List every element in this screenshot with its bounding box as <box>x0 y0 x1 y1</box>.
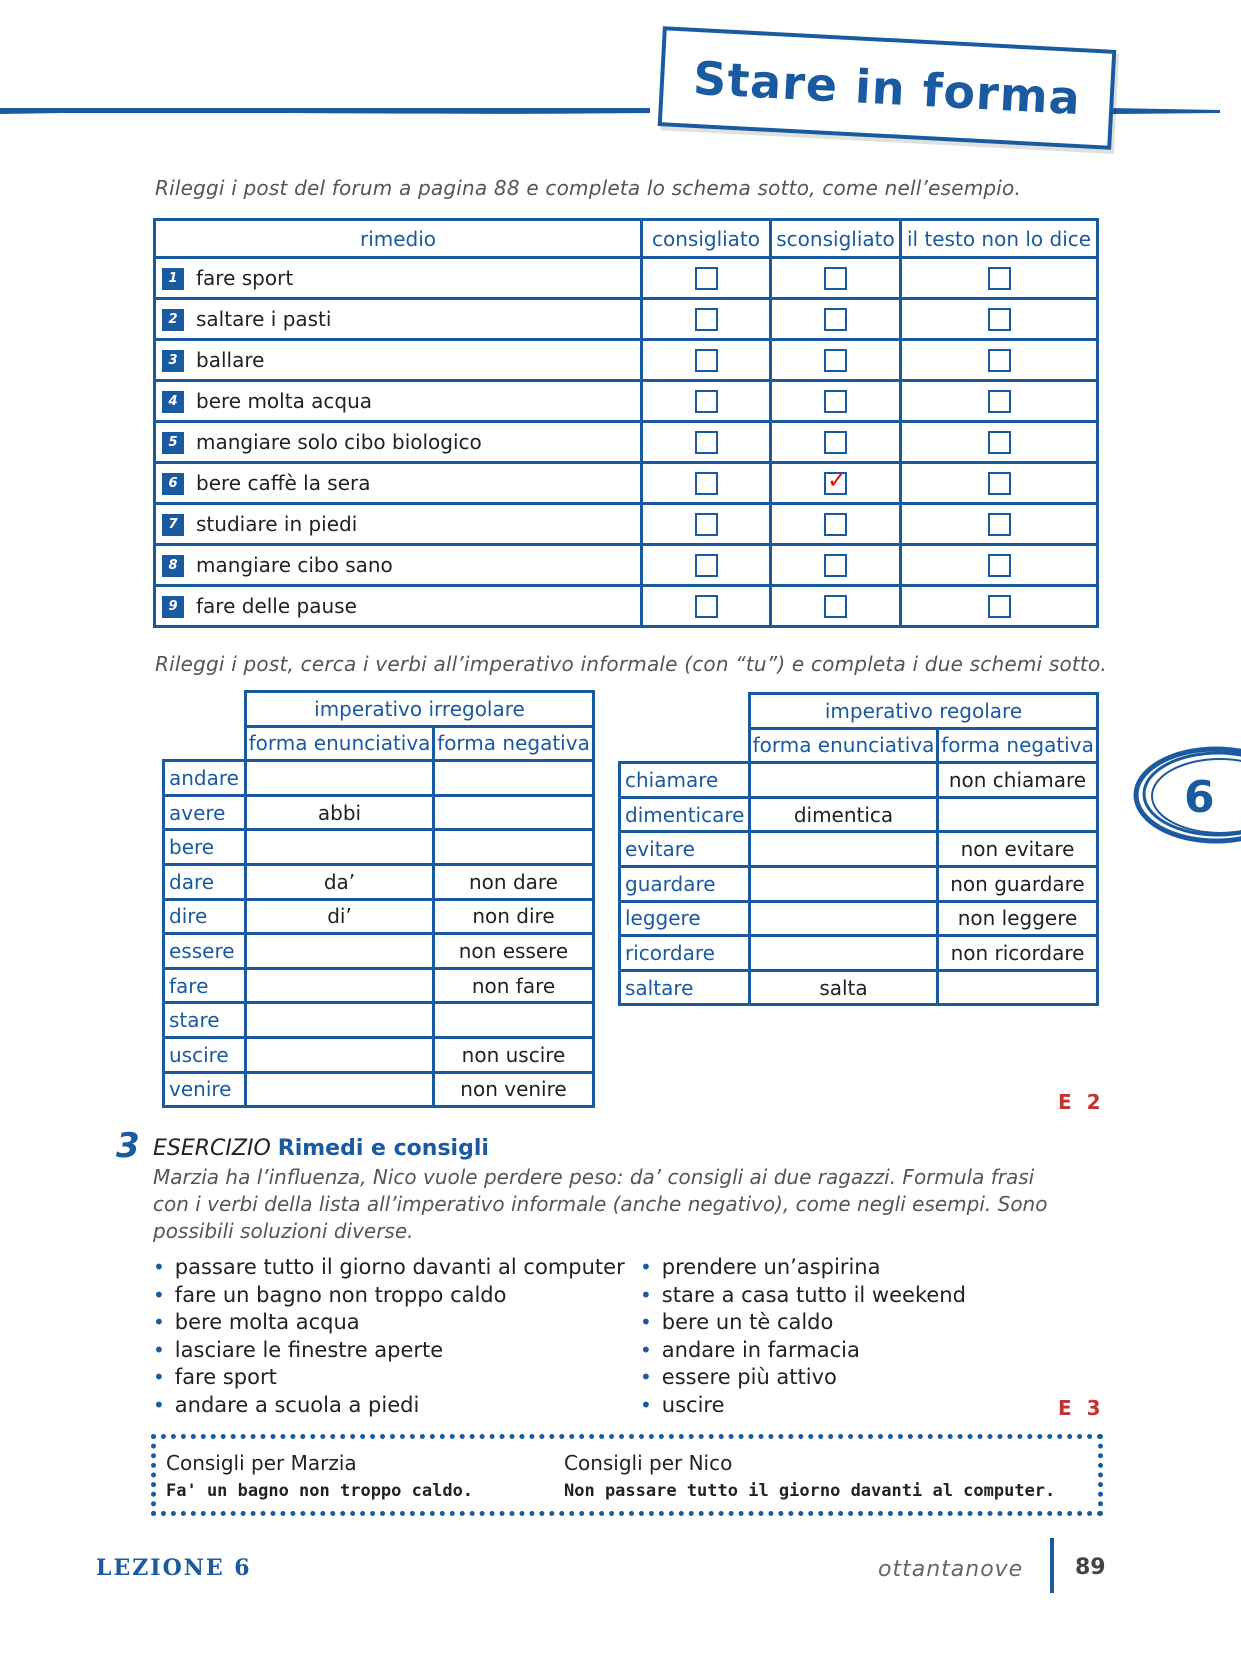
list-item <box>153 1309 625 1337</box>
list-item-text: uscire <box>661 1392 725 1417</box>
checkbox-non-lo-dice[interactable] <box>988 390 1011 413</box>
forma-enunciativa-cell[interactable] <box>750 936 938 971</box>
checkbox-sconsigliato[interactable] <box>824 267 847 290</box>
forma-enunciativa-cell[interactable] <box>246 830 434 865</box>
verb-list-left <box>153 1254 625 1419</box>
verb-row <box>164 899 594 934</box>
verb-row <box>164 830 594 865</box>
item-number-badge: 4 <box>162 391 184 413</box>
checkbox-non-lo-dice[interactable] <box>988 349 1011 372</box>
instruction-1: Rileggi i post del forum a pagina 88 e completa lo schema sotto, come nell’esempio. <box>155 176 1022 200</box>
remedy-label: fare delle pause <box>196 593 357 618</box>
item-number-badge: 3 <box>162 350 184 372</box>
verb-row <box>164 1003 594 1038</box>
checkbox-consigliato[interactable] <box>695 308 718 331</box>
checkbox-non-lo-dice[interactable] <box>988 267 1011 290</box>
forma-enunciativa-cell[interactable]: salta <box>750 970 938 1005</box>
checkbox-consigliato[interactable] <box>695 349 718 372</box>
verb-infinitive: dare <box>164 864 246 899</box>
forma-negativa-cell[interactable] <box>938 797 1098 832</box>
col-non-lo-dice: il testo non lo dice <box>901 220 1098 258</box>
verb-infinitive: saltare <box>620 970 750 1005</box>
forma-negativa-cell[interactable]: non ricordare <box>938 936 1098 971</box>
list-item <box>640 1309 966 1337</box>
checkbox-consigliato[interactable] <box>695 472 718 495</box>
forma-negativa-cell[interactable]: non dire <box>434 899 594 934</box>
remedy-label-cell <box>155 340 642 381</box>
checkbox-cell-non-lo-dice <box>901 340 1098 381</box>
checkbox-consigliato[interactable] <box>695 431 718 454</box>
remedy-row <box>155 422 1098 463</box>
forma-negativa-cell[interactable]: non essere <box>434 934 594 969</box>
remedy-label: bere molta acqua <box>196 388 373 413</box>
checkbox-cell-sconsigliato <box>771 258 901 299</box>
blank-cell <box>164 726 246 761</box>
col-sconsigliato: sconsigliato <box>771 220 901 258</box>
list-item <box>153 1282 625 1310</box>
verb-infinitive: venire <box>164 1072 246 1107</box>
remedy-table <box>153 218 1099 628</box>
forma-enunciativa-cell[interactable] <box>246 1072 434 1107</box>
remedy-label-cell <box>155 422 642 463</box>
checkbox-cell-consigliato <box>642 258 771 299</box>
checkbox-consigliato[interactable] <box>695 595 718 618</box>
checkbox-sconsigliato[interactable] <box>824 308 847 331</box>
checkbox-consigliato[interactable] <box>695 390 718 413</box>
verb-infinitive: uscire <box>164 1037 246 1072</box>
regular-imperative-table <box>618 692 1099 1006</box>
verb-list-right <box>640 1254 966 1419</box>
checkbox-cell-non-lo-dice <box>901 299 1098 340</box>
verb-row <box>620 763 1098 798</box>
remedy-row <box>155 299 1098 340</box>
list-item <box>640 1282 966 1310</box>
checkbox-cell-sconsigliato <box>771 586 901 627</box>
footer-divider <box>1050 1538 1054 1593</box>
checkbox-cell-non-lo-dice <box>901 258 1098 299</box>
checkbox-non-lo-dice[interactable] <box>988 595 1011 618</box>
checkbox-cell-consigliato <box>642 299 771 340</box>
checkbox-sconsigliato[interactable] <box>824 554 847 577</box>
list-item-text: andare in farmacia <box>661 1337 860 1362</box>
exercise-ref-e3: E 3 <box>1058 1396 1105 1420</box>
checkbox-sconsigliato[interactable] <box>824 465 848 495</box>
remedy-row <box>155 463 1098 504</box>
forma-negativa-cell[interactable]: non evitare <box>938 832 1098 867</box>
checkbox-non-lo-dice[interactable] <box>988 513 1011 536</box>
chapter-badge <box>1128 742 1241 848</box>
verb-infinitive: stare <box>164 1003 246 1038</box>
blank-cell <box>620 694 750 729</box>
list-item-text: bere un tè caldo <box>661 1310 834 1334</box>
checkbox-cell-consigliato <box>642 545 771 586</box>
item-number-badge: 6 <box>162 473 184 495</box>
checkbox-cell-non-lo-dice <box>901 504 1098 545</box>
checkbox-cell-sconsigliato <box>771 504 901 545</box>
forma-negativa-cell[interactable]: non uscire <box>434 1037 594 1072</box>
verb-infinitive: evitare <box>620 832 750 867</box>
forma-negativa-cell[interactable]: non fare <box>434 968 594 1003</box>
checkbox-cell-sconsigliato <box>771 463 901 504</box>
regular-title: imperativo regolare <box>750 694 1098 729</box>
remedy-row <box>155 381 1098 422</box>
checkbox-cell-sconsigliato <box>771 422 901 463</box>
forma-negativa-cell[interactable]: non dare <box>434 864 594 899</box>
verb-infinitive: bere <box>164 830 246 865</box>
marzia-column <box>166 1451 473 1501</box>
list-item-text: bere molta acqua <box>174 1310 360 1334</box>
verb-row <box>164 761 594 796</box>
nico-title: Consigli per Nico <box>564 1451 733 1475</box>
verb-row <box>164 864 594 899</box>
list-item-text: fare sport <box>174 1365 277 1389</box>
nico-example: Non passare tutto il giorno davanti al computer. <box>564 1481 1056 1501</box>
checkbox-non-lo-dice[interactable] <box>988 554 1011 577</box>
blank-cell <box>620 728 750 763</box>
forma-enunciativa-cell[interactable]: di’ <box>246 899 434 934</box>
list-item-text: fare un bagno non troppo caldo <box>174 1282 507 1307</box>
irregular-col1: forma enunciativa <box>246 726 434 761</box>
verb-row <box>164 934 594 969</box>
checkbox-consigliato[interactable] <box>695 267 718 290</box>
checkbox-consigliato[interactable] <box>695 554 718 577</box>
nico-column <box>564 1451 1055 1501</box>
forma-negativa-cell[interactable]: non chiamare <box>938 763 1098 798</box>
chapter-number: 6 <box>1184 772 1215 823</box>
verb-infinitive: avere <box>164 795 246 830</box>
checkbox-consigliato[interactable] <box>695 513 718 536</box>
remedy-label-cell <box>155 299 642 340</box>
forma-enunciativa-cell[interactable] <box>750 763 938 798</box>
checkbox-cell-consigliato <box>642 586 771 627</box>
item-number-badge: 2 <box>162 309 184 331</box>
checkbox-cell-non-lo-dice <box>901 422 1098 463</box>
checkbox-cell-consigliato <box>642 504 771 545</box>
forma-negativa-cell[interactable]: non guardare <box>938 866 1098 901</box>
verb-infinitive: essere <box>164 934 246 969</box>
verb-row <box>620 901 1098 936</box>
checkbox-cell-non-lo-dice <box>901 381 1098 422</box>
forma-enunciativa-cell[interactable] <box>750 866 938 901</box>
list-item-text: stare a casa tutto il weekend <box>661 1282 966 1307</box>
instruction-2: Rileggi i post, cerca i verbi all’imperativo informale (con “tu”) e completa i due schemi sotto. <box>155 652 1107 676</box>
remedy-label: ballare <box>196 347 265 372</box>
regular-col2: forma negativa <box>938 728 1098 763</box>
remedy-label-cell <box>155 258 642 299</box>
list-item-text: prendere un’aspirina <box>661 1255 881 1279</box>
forma-enunciativa-cell[interactable] <box>246 1003 434 1038</box>
remedy-row <box>155 545 1098 586</box>
list-item-text: lasciare le finestre aperte <box>174 1337 444 1362</box>
lesson-label: LEZIONE 6 <box>96 1555 252 1581</box>
page-title: Stare in forma <box>691 50 1083 126</box>
remedy-label: studiare in piedi <box>196 511 358 536</box>
checkbox-cell-consigliato <box>642 422 771 463</box>
page-title-tag <box>658 26 1117 150</box>
remedy-row <box>155 340 1098 381</box>
irregular-imperative-table <box>162 690 595 1108</box>
blank-cell <box>164 692 246 727</box>
exercise-instructions: Marzia ha l’influenza, Nico vuole perdere peso: da’ consigli ai due ragazzi. Formula frasi con i verbi della lista all’imperativo informale (anche negativo), come negli esempi. Sono possibili soluzioni diverse. <box>153 1165 1048 1243</box>
verb-row <box>164 968 594 1003</box>
forma-negativa-cell[interactable] <box>434 1003 594 1038</box>
checkbox-cell-consigliato <box>642 463 771 504</box>
forma-enunciativa-cell[interactable]: abbi <box>246 795 434 830</box>
checkbox-sconsigliato[interactable] <box>824 431 847 454</box>
item-number-badge: 9 <box>162 596 184 618</box>
list-item-text: passare tutto il giorno davanti al computer <box>174 1255 625 1279</box>
forma-enunciativa-cell[interactable] <box>246 968 434 1003</box>
list-item <box>640 1364 966 1392</box>
checkbox-cell-consigliato <box>642 340 771 381</box>
remedy-row <box>155 586 1098 627</box>
page-number: 89 <box>1075 1555 1106 1580</box>
remedy-label-cell <box>155 545 642 586</box>
verb-row <box>164 1072 594 1107</box>
checkbox-sconsigliato[interactable] <box>824 390 847 413</box>
list-item-text: andare a scuola a piedi <box>174 1392 420 1417</box>
verb-row <box>164 1037 594 1072</box>
exercise-heading <box>153 1136 489 1161</box>
forma-negativa-cell[interactable] <box>434 795 594 830</box>
verb-row <box>620 970 1098 1005</box>
checkbox-cell-sconsigliato <box>771 545 901 586</box>
list-item-text: essere più attivo <box>661 1365 837 1389</box>
verb-infinitive: andare <box>164 761 246 796</box>
remedy-label: fare sport <box>196 265 294 290</box>
forma-enunciativa-cell[interactable] <box>246 934 434 969</box>
regular-col1: forma enunciativa <box>750 728 938 763</box>
verb-infinitive: fare <box>164 968 246 1003</box>
list-item <box>153 1337 625 1365</box>
verb-infinitive: dimenticare <box>620 797 750 832</box>
checkbox-cell-non-lo-dice <box>901 586 1098 627</box>
checkbox-non-lo-dice[interactable] <box>988 472 1011 495</box>
checkbox-cell-sconsigliato <box>771 381 901 422</box>
checkbox-non-lo-dice[interactable] <box>988 431 1011 454</box>
check-mark: ✓ <box>827 465 848 494</box>
forma-enunciativa-cell[interactable] <box>246 761 434 796</box>
verb-infinitive: guardare <box>620 866 750 901</box>
checkbox-sconsigliato[interactable] <box>824 595 847 618</box>
remedy-label-cell <box>155 381 642 422</box>
irregular-col2: forma negativa <box>434 726 594 761</box>
list-item <box>153 1392 625 1420</box>
exercise-ref-e2: E 2 <box>1058 1090 1105 1114</box>
irregular-title: imperativo irregolare <box>246 692 594 727</box>
remedy-label-cell <box>155 504 642 545</box>
forma-enunciativa-cell[interactable] <box>750 832 938 867</box>
verb-infinitive: dire <box>164 899 246 934</box>
verb-row <box>620 832 1098 867</box>
checkbox-sconsigliato[interactable] <box>824 349 847 372</box>
verb-row <box>620 866 1098 901</box>
checkbox-cell-sconsigliato <box>771 299 901 340</box>
marzia-example: Fa' un bagno non troppo caldo. <box>166 1481 474 1501</box>
forma-enunciativa-cell[interactable] <box>750 901 938 936</box>
item-number-badge: 8 <box>162 555 184 577</box>
remedy-label-cell <box>155 463 642 504</box>
forma-negativa-cell[interactable]: non leggere <box>938 901 1098 936</box>
verb-infinitive: ricordare <box>620 936 750 971</box>
remedy-table-header <box>155 220 1098 258</box>
exercise-label: ESERCIZIO <box>153 1136 271 1161</box>
list-item <box>153 1364 625 1392</box>
verb-row <box>620 797 1098 832</box>
remedy-label: saltare i pasti <box>196 306 332 331</box>
verb-infinitive: leggere <box>620 901 750 936</box>
forma-negativa-cell[interactable] <box>434 761 594 796</box>
forma-negativa-cell[interactable] <box>434 830 594 865</box>
remedy-label: mangiare solo cibo biologico <box>196 429 482 454</box>
marzia-title: Consigli per Marzia <box>166 1451 357 1475</box>
remedy-row <box>155 258 1098 299</box>
list-item <box>640 1254 966 1282</box>
checkbox-cell-sconsigliato <box>771 340 901 381</box>
checkbox-sconsigliato[interactable] <box>824 513 847 536</box>
remedy-label-cell <box>155 586 642 627</box>
list-item <box>153 1254 625 1282</box>
item-number-badge: 5 <box>162 432 184 454</box>
forma-enunciativa-cell[interactable] <box>246 1037 434 1072</box>
forma-negativa-cell[interactable] <box>938 970 1098 1005</box>
list-item <box>640 1392 966 1420</box>
remedy-label: mangiare cibo sano <box>196 552 393 577</box>
verb-infinitive: chiamare <box>620 763 750 798</box>
remedy-label: bere caffè la sera <box>196 470 371 495</box>
advice-box <box>151 1434 1103 1516</box>
remedy-row <box>155 504 1098 545</box>
checkbox-cell-non-lo-dice <box>901 545 1098 586</box>
exercise-number: 3 <box>116 1126 140 1166</box>
forma-negativa-cell[interactable]: non venire <box>434 1072 594 1107</box>
checkbox-cell-non-lo-dice <box>901 463 1098 504</box>
verb-row <box>164 795 594 830</box>
checkbox-non-lo-dice[interactable] <box>988 308 1011 331</box>
item-number-badge: 7 <box>162 514 184 536</box>
col-consigliato: consigliato <box>642 220 771 258</box>
forma-enunciativa-cell[interactable]: dimentica <box>750 797 938 832</box>
col-rimedio: rimedio <box>155 220 642 258</box>
item-number-badge: 1 <box>162 268 184 290</box>
checkbox-cell-consigliato <box>642 381 771 422</box>
forma-enunciativa-cell[interactable]: da’ <box>246 864 434 899</box>
page-number-word: ottantanove <box>878 1557 1024 1582</box>
exercise-title: Rimedi e consigli <box>277 1136 489 1161</box>
list-item <box>640 1337 966 1365</box>
verb-row <box>620 936 1098 971</box>
